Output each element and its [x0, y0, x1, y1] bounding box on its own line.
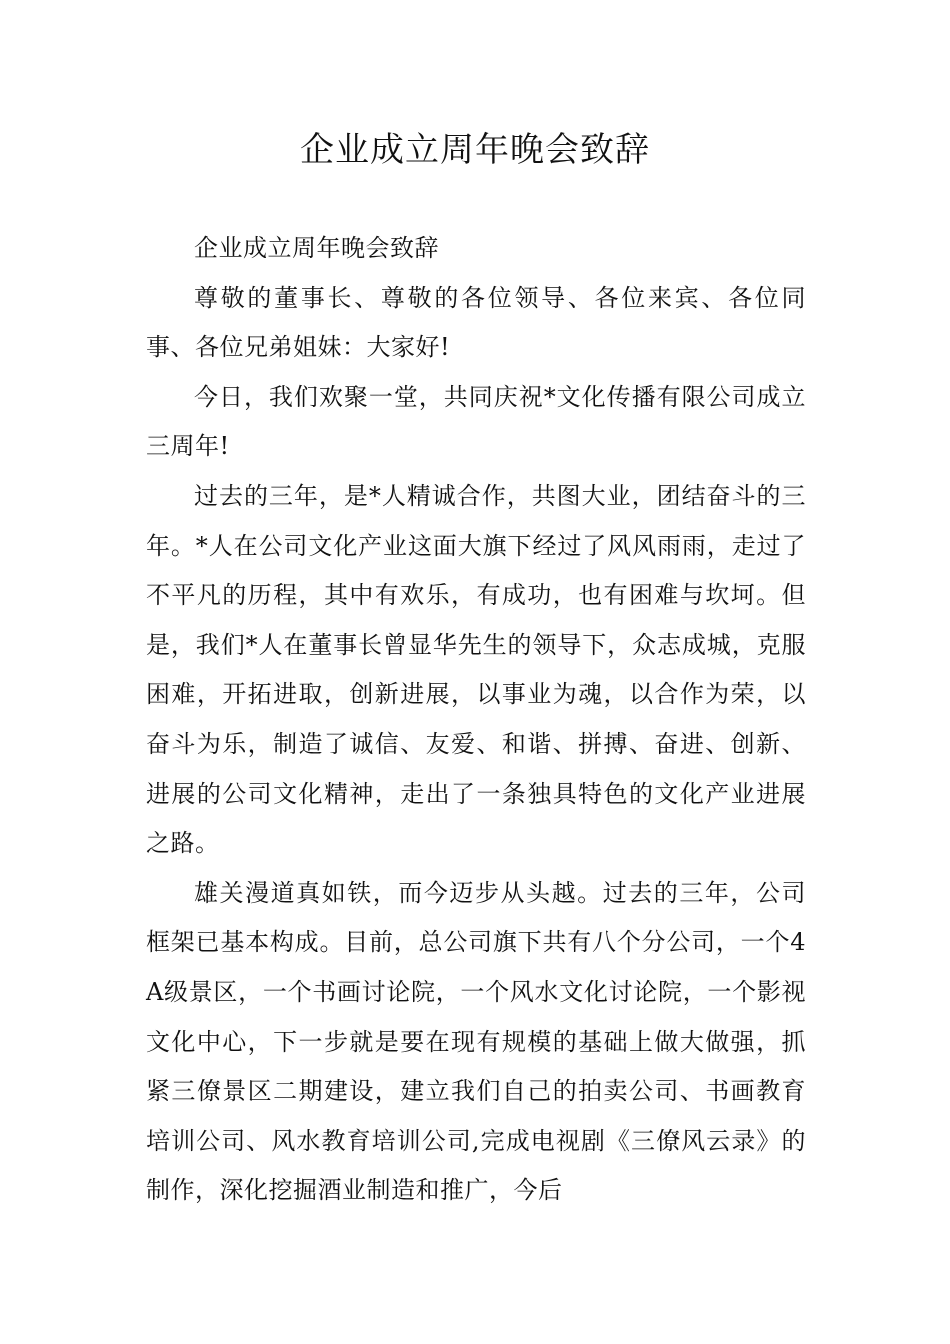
paragraph-future-plans: 雄关漫道真如铁，而今迈步从头越。过去的三年，公司框架已基本构成。目前，总公司旗下共有八个分公司，一个4A级景区，一个书画讨论院，一个风水文化讨论院，一个影视文化中心，下一步就是要在现有规模的基础上做大做强，抓紧三僚景区二期建设，建立我们自己的拍卖公司、书画教育培训公司、风水教育培训公司,完成电视剧《三僚风云录》的制作，深化挖掘酒业制造和推广，今后: [146, 878, 806, 1205]
paragraph-past-three-years: 过去的三年，是*人精诚合作，共图大业，团结奋斗的三年。*人在公司文化产业这面大旗下经过了风风雨雨，走过了不平凡的历程，其中有欢乐，有成功，也有困难与坎坷。但是，我们*人在董事长曾显华先生的领导下，众志成城，克服困难，开拓进取，创新进展，以事业为魂，以合作为荣，以奋斗为乐，制造了诚信、友爱、和谐、拼搏、奋进、创新、进展的公司文化精神，走出了一条独具特色的文化产业进展之路。: [146, 481, 806, 858]
paragraph-celebration: 今日，我们欢聚一堂，共同庆祝*文化传播有限公司成立三周年!: [146, 382, 806, 461]
document-title: 企业成立周年晚会致辞: [300, 130, 650, 170]
paragraph-heading: 企业成立周年晚会致辞: [194, 234, 439, 262]
paragraph-greeting: 尊敬的董事长、尊敬的各位领导、各位来宾、各位同事、各位兄弟姐妹：大家好!: [146, 283, 806, 362]
document-body: [146, 224, 806, 1216]
